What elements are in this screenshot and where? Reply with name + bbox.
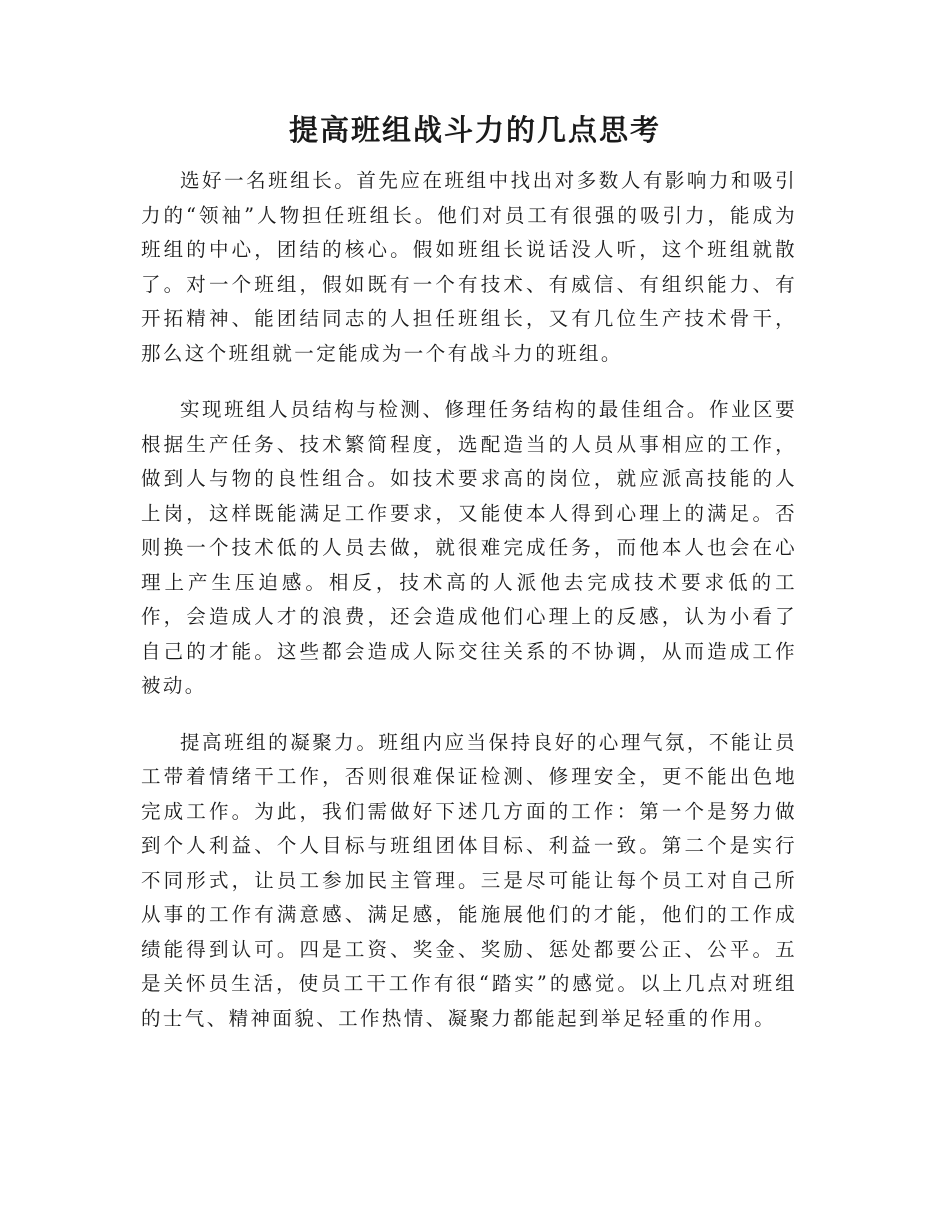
paragraph-1: 选好一名班组长。首先应在班组中找出对多数人有影响力和吸引力的“领袖”人物担任班组长。他们对员工有很强的吸引力，能成为班组的中心，团结的核心。假如班组长说话没人听，这个班组就散了。对一个班组，假如既有一个有技术、有威信、有组织能力、有开拓精神、能团结同志的人担任班组长，又有几位生产技术骨干，那么这个班组就一定能成为一个有战斗力的班组。 xyxy=(141,169,797,365)
paragraph-2: 实现班组人员结构与检测、修理任务结构的最佳组合。作业区要根据生产任务、技术繁简程度，选配造当的人员从事相应的工作，做到人与物的良性组合。如技术要求高的岗位，就应派高技能的人上岗，这样既能满足工作要求，又能使本人得到心理上的满足。否则换一个技术低的人员去做，就很难完成任务，而他本人也会在心理上产生压迫感。相反，技术高的人派他去完成技术要求低的工作，会造成人才的浪费，还会造成他们心理上的反感，认为小看了自己的才能。这些都会造成人际交往关系的不协调，从而造成工作被动。 xyxy=(141,398,797,697)
paragraph-3: 提高班组的凝聚力。班组内应当保持良好的心理气氛，不能让员工带着情绪干工作，否则很难保证检测、修理安全，更不能出色地完成工作。为此，我们需做好下述几方面的工作：第一个是努力做到个人利益、个人目标与班组团体目标、利益一致。第二个是实行不同形式，让员工参加民主管理。三是尽可能让每个员工对自己所从事的工作有满意感、满足感，能施展他们的才能，他们的工作成绩能得到认可。四是工资、奖金、奖励、惩处都要公正、公平。五是关怀员生活，使员工干工作有很“踏实”的感觉。以上几点对班组的士气、精神面貌、工作热情、凝聚力都能起到举足轻重的作用。 xyxy=(141,730,797,1030)
document-title: 提高班组战斗力的几点思考 xyxy=(288,113,661,147)
document-body xyxy=(141,164,797,1058)
